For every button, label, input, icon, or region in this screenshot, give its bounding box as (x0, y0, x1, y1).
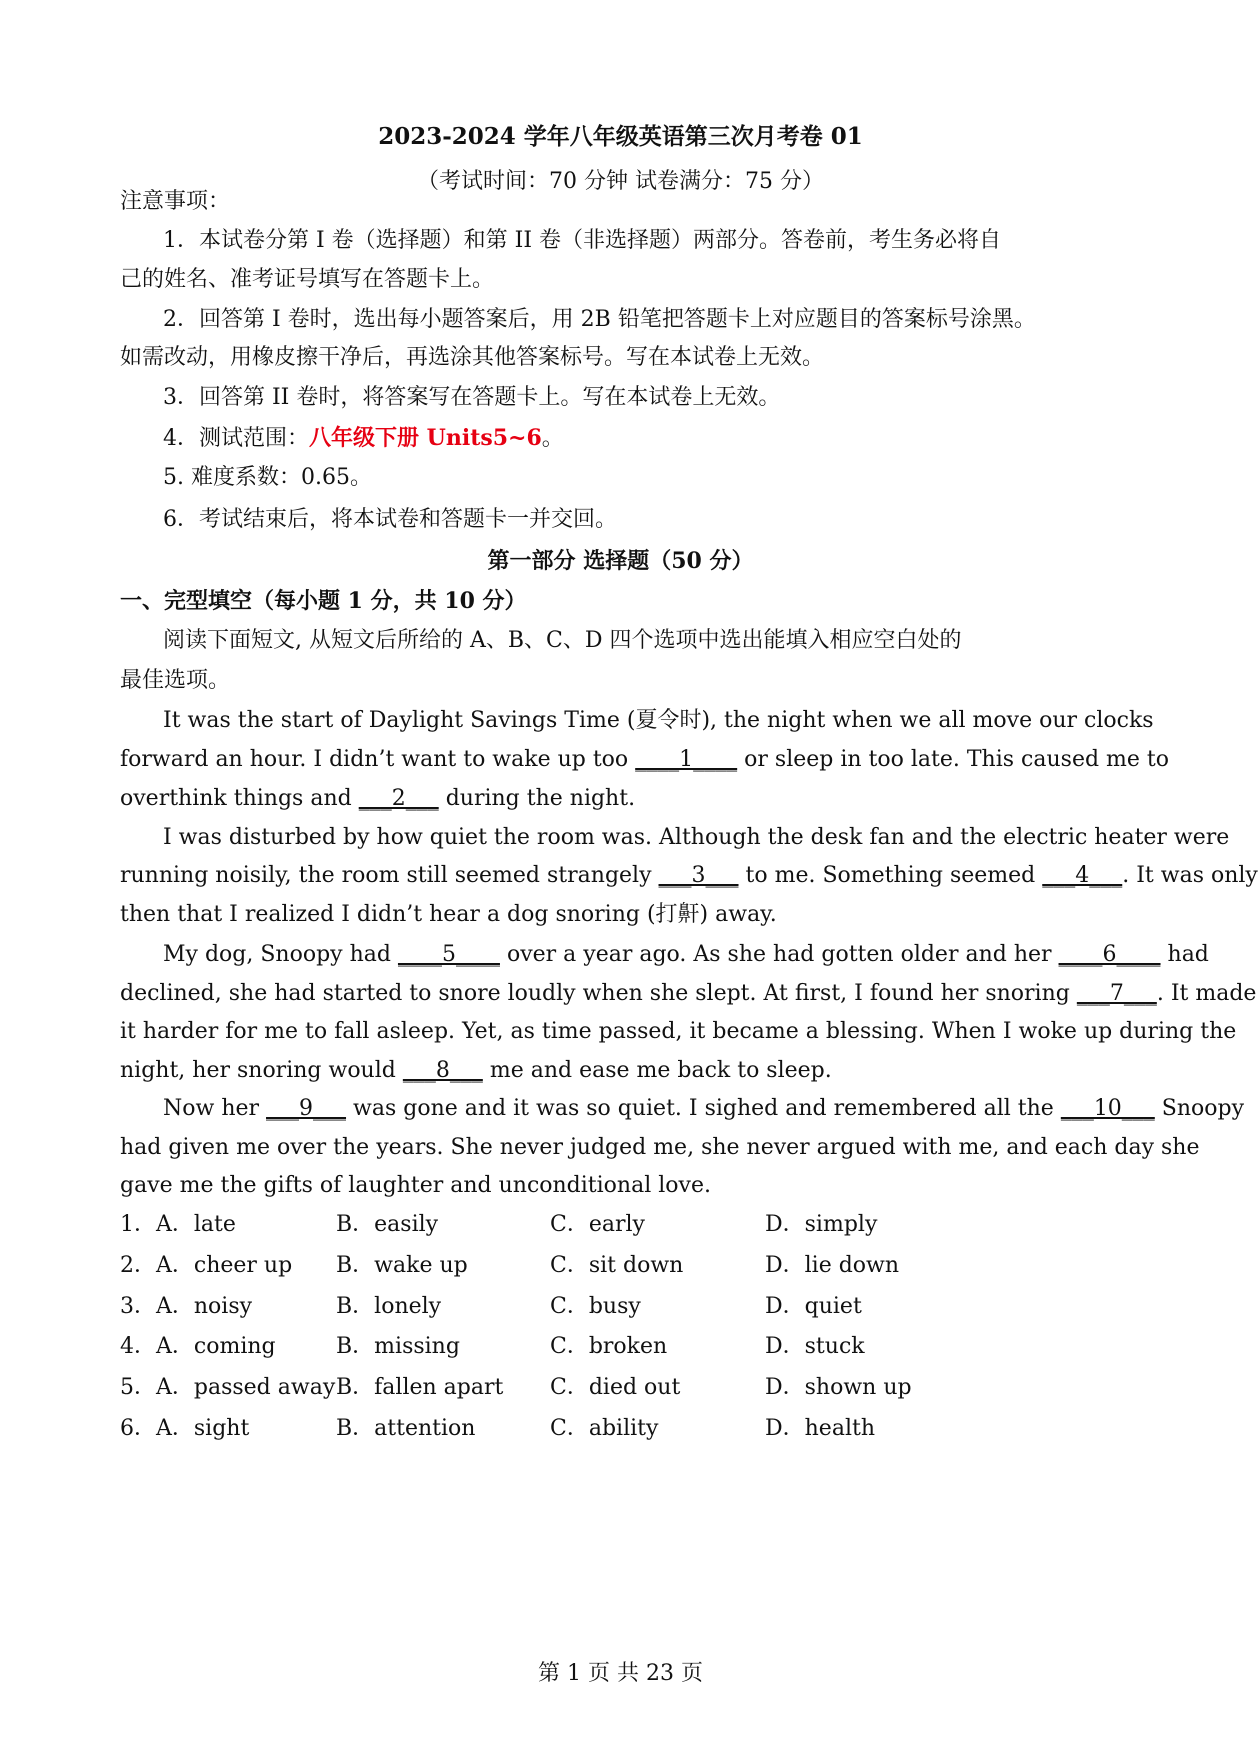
blank-2: ___2___ (358, 786, 439, 811)
option-a: A．passed away (156, 1375, 336, 1400)
blank-5: ____5____ (397, 942, 500, 967)
passage-text: . It made (1156, 981, 1257, 1006)
passage-text: night, her snoring would (120, 1058, 403, 1083)
question-row (120, 1414, 1120, 1444)
option-a: A．noisy (156, 1294, 253, 1319)
blank-1: ____1____ (635, 747, 738, 772)
note-1-line-2: 己的姓名、准考证号填写在答题卡上。 (120, 267, 495, 292)
option-c: C．ability (550, 1416, 659, 1441)
option-d: D．health (765, 1416, 875, 1441)
option-a: A．cheer up (156, 1253, 293, 1278)
option-c: C．died out (550, 1375, 681, 1400)
blank-4: ___4___ (1042, 863, 1123, 888)
passage-text: overthink things and (120, 786, 359, 811)
option-a: A．coming (156, 1334, 276, 1359)
passage-text: during the night. (438, 786, 636, 811)
passage-p4-line-3: gave me the gifts of laughter and unconditional love. (120, 1173, 711, 1198)
question-number: 5． (120, 1375, 156, 1400)
passage-p3-line-2 (120, 979, 1257, 1009)
question-number: 4． (120, 1334, 156, 1359)
passage-p3-line-4 (120, 1056, 1120, 1086)
passage-text: Snoopy (1154, 1096, 1245, 1121)
passage-text: or sleep in too late. This caused me to (737, 747, 1169, 772)
test-scope: 八年级下册 Units5~6 (309, 425, 542, 451)
page-footer: 第 1 页 共 23 页 (538, 1661, 703, 1686)
blank-8: ___8___ (402, 1058, 483, 1083)
exam-title: 2023-2024 学年八年级英语第三次月考卷 01 (378, 123, 863, 150)
option-d: D．shown up (765, 1375, 912, 1400)
question-row (120, 1251, 1120, 1281)
note-5: 5. 难度系数：0.65。 (163, 465, 372, 490)
option-b: B．wake up (336, 1253, 468, 1278)
blank-10: ___10___ (1060, 1096, 1155, 1121)
passage-p1-line-1: It was the start of Daylight Savings Time (夏令时), the night when we all move our clocks (163, 708, 1154, 733)
note-1-line-1: 1．本试卷分第 I 卷（选择题）和第 II 卷（非选择题）两部分。答卷前，考生务必将自 (163, 228, 1002, 253)
passage-p3-line-3: it harder for me to fall asleep. Yet, as time passed, it became a blessing. When I woke up during the (120, 1019, 1237, 1044)
option-d: D．stuck (765, 1334, 865, 1359)
note-3: 3．回答第 II 卷时，将答案写在答题卡上。写在本试卷上无效。 (163, 385, 781, 410)
passage-text: had (1160, 942, 1209, 967)
blank-7: ___7___ (1076, 981, 1157, 1006)
part-1-heading: 第一部分 选择题（50 分） (487, 548, 754, 574)
question-number: 6． (120, 1416, 156, 1441)
instructions-line-2: 最佳选项。 (120, 668, 231, 693)
exam-subtitle: （考试时间：70 分钟 试卷满分：75 分） (417, 169, 824, 194)
note-2-line-2: 如需改动，用橡皮擦干净后，再选涂其他答案标号。写在本试卷上无效。 (120, 345, 825, 370)
option-b: B．lonely (336, 1294, 442, 1319)
instructions-line-1: 阅读下面短文, 从短文后所给的 A、B、C、D 四个选项中选出能填入相应空白处的 (163, 628, 962, 653)
option-a: A．late (156, 1212, 236, 1237)
option-b: B．attention (336, 1416, 476, 1441)
question-number: 3． (120, 1294, 156, 1319)
section-1-heading: 一、完型填空（每小题 1 分，共 10 分） (120, 588, 527, 614)
option-c: C．sit down (550, 1253, 684, 1278)
question-row (120, 1373, 1120, 1403)
passage-text: My dog, Snoopy had (163, 942, 398, 967)
question-row (120, 1210, 1120, 1240)
option-d: D．quiet (765, 1294, 862, 1319)
option-b: B．missing (336, 1334, 460, 1359)
passage-p3-line-1 (163, 940, 1209, 970)
passage-p2-line-1: I was disturbed by how quiet the room was. Although the desk fan and the electric heater were (163, 825, 1230, 850)
passage-p2-line-2 (120, 861, 1258, 891)
option-d: D．simply (765, 1212, 878, 1237)
passage-text: . It was only (1122, 863, 1258, 888)
passage-text: running noisily, the room still seemed strangely (120, 863, 659, 888)
passage-text: declined, she had started to snore loudly when she slept. At first, I found her snoring (120, 981, 1077, 1006)
option-b: B．fallen apart (336, 1375, 504, 1400)
blank-6: ____6____ (1058, 942, 1161, 967)
passage-p4-line-2: had given me over the years. She never judged me, she never argued with me, and each day she (120, 1135, 1200, 1160)
option-c: C．busy (550, 1294, 641, 1319)
note-2-line-1: 2．回答第 I 卷时，选出每小题答案后，用 2B 铅笔把答题卡上对应题目的答案标号涂黑。 (163, 307, 1036, 332)
note-4-suffix: 。 (541, 426, 564, 451)
option-c: C．early (550, 1212, 645, 1237)
notes-heading: 注意事项： (120, 189, 231, 214)
passage-p1-line-3 (120, 784, 1120, 814)
passage-text: Now her (163, 1096, 267, 1121)
option-a: A．sight (156, 1416, 250, 1441)
question-row (120, 1332, 1120, 1362)
blank-3: ___3___ (658, 863, 739, 888)
passage-text: me and ease me back to sleep. (482, 1058, 832, 1083)
option-c: C．broken (550, 1334, 668, 1359)
blank-9: ___9___ (266, 1096, 347, 1121)
option-b: B．easily (336, 1212, 439, 1237)
option-d: D．lie down (765, 1253, 900, 1278)
passage-p2-line-3: then that I realized I didn’t hear a dog snoring (打鼾) away. (120, 902, 777, 927)
question-number: 1． (120, 1212, 156, 1237)
passage-text: was gone and it was so quiet. I sighed and remembered all the (346, 1096, 1061, 1121)
passage-text: to me. Something seemed (738, 863, 1043, 888)
question-number: 2． (120, 1253, 156, 1278)
note-6: 6．考试结束后，将本试卷和答题卡一并交回。 (163, 507, 617, 532)
passage-p1-line-2 (120, 745, 1169, 775)
note-4 (163, 423, 1120, 454)
passage-p4-line-1 (163, 1094, 1245, 1124)
passage-text: forward an hour. I didn’t want to wake up too (120, 747, 636, 772)
note-4-prefix: 4．测试范围： (163, 426, 309, 451)
passage-text: over a year ago. As she had gotten older and her (499, 942, 1059, 967)
question-row (120, 1292, 1120, 1322)
